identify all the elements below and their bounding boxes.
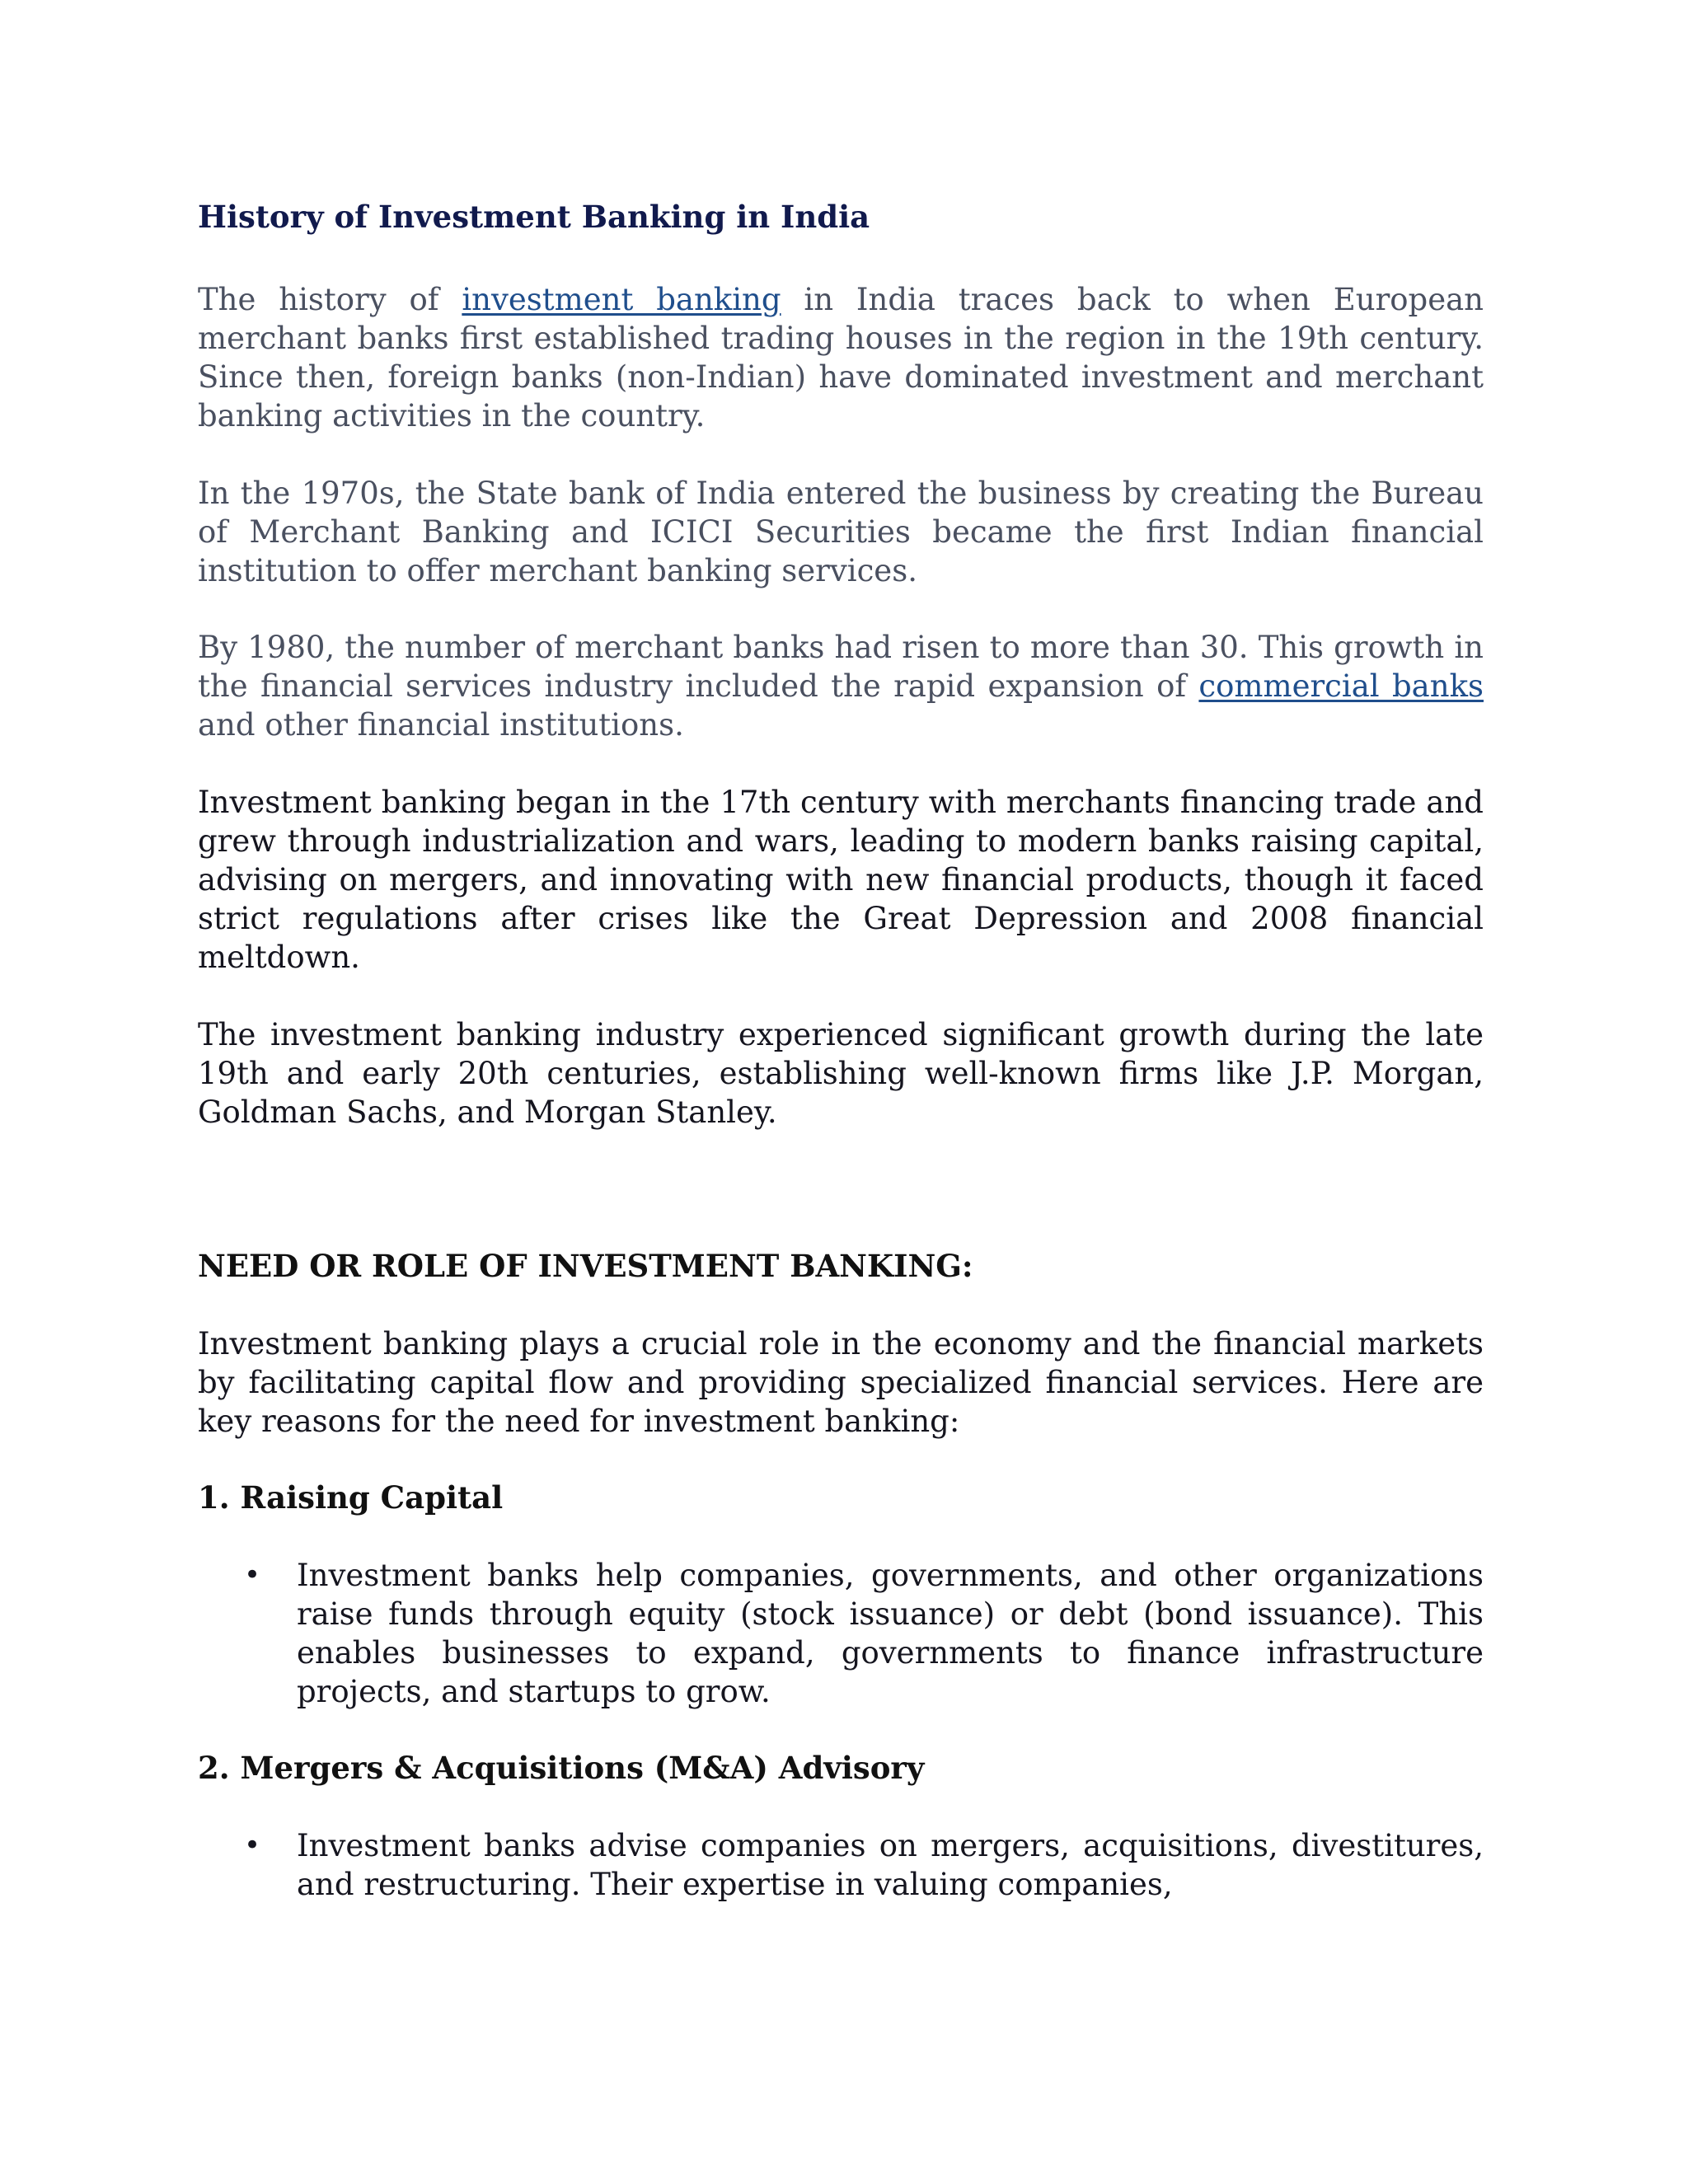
section-heading-ma-advisory: 2. Mergers & Acquisitions (M&A) Advisory <box>198 1750 925 1786</box>
bullet-icon: • <box>244 1829 261 1862</box>
history-paragraph-1 <box>198 280 1484 435</box>
history-paragraph-3 <box>198 628 1484 744</box>
raising-capital-list <box>198 1556 1484 1711</box>
p3-text-before: By 1980, the number of merchant banks had risen to more than 30. This growth in the financial services industry included the rapid expansion of <box>198 630 1484 704</box>
p3-text-after: and other financial institutions. <box>198 707 684 743</box>
bullet-icon: • <box>244 1558 261 1591</box>
section-heading-raising-capital: 1. Raising Capital <box>198 1479 504 1516</box>
history-paragraph-2: In the 1970s, the State bank of India entered the business by creating the Bureau of Merchant Banking and ICICI Securities became the first Indian financial institution to offer merchant banking services. <box>198 476 1484 588</box>
commercial-banks-link[interactable]: commercial banks <box>1198 668 1484 704</box>
investment-banking-link[interactable]: investment banking <box>462 282 781 317</box>
role-intro-paragraph: Investment banking plays a crucial role in the economy and the financial markets by facilitating capital flow and providing specialized financial services. Here are key reasons for the need for investment banking: <box>198 1326 1484 1439</box>
list-item-text: Investment banks advise companies on mergers, acquisitions, divestitures, and restructuring. Their expertise in valuing companies, <box>297 1828 1484 1902</box>
p1-text-before: The history of <box>198 282 462 317</box>
list-item <box>198 1826 1484 1904</box>
p1-text-after: in India traces back to when European merchant banks first established trading houses in the region in the 19th century. Since then, foreign banks (non-Indian) have dominated investment and merchant banking activities in the country. <box>198 282 1484 434</box>
history-title: History of Investment Banking in India <box>198 199 870 235</box>
list-item-text: Investment banks help companies, governments, and other organizations raise funds through equity (stock issuance) or debt (bond issuance). This enables businesses to expand, governments to finance infrastructure projects, and startups to grow. <box>297 1558 1484 1709</box>
role-title: NEED OR ROLE OF INVESTMENT BANKING: <box>198 1248 973 1284</box>
history-paragraph-4: Investment banking began in the 17th century with merchants financing trade and grew through industrialization and wars, leading to modern banks raising capital, advising on mergers, and innovating with new financial products, though it faced strict regulations after crises like the Great Depression and 2008 financial meltdown. <box>198 785 1484 975</box>
list-item <box>198 1556 1484 1711</box>
history-paragraph-5: The investment banking industry experienced significant growth during the late 19th and early 20th centuries, establishing well-known firms like J.P. Morgan, Goldman Sachs, and Morgan Stanley. <box>198 1017 1484 1130</box>
ma-advisory-list <box>198 1826 1484 1904</box>
